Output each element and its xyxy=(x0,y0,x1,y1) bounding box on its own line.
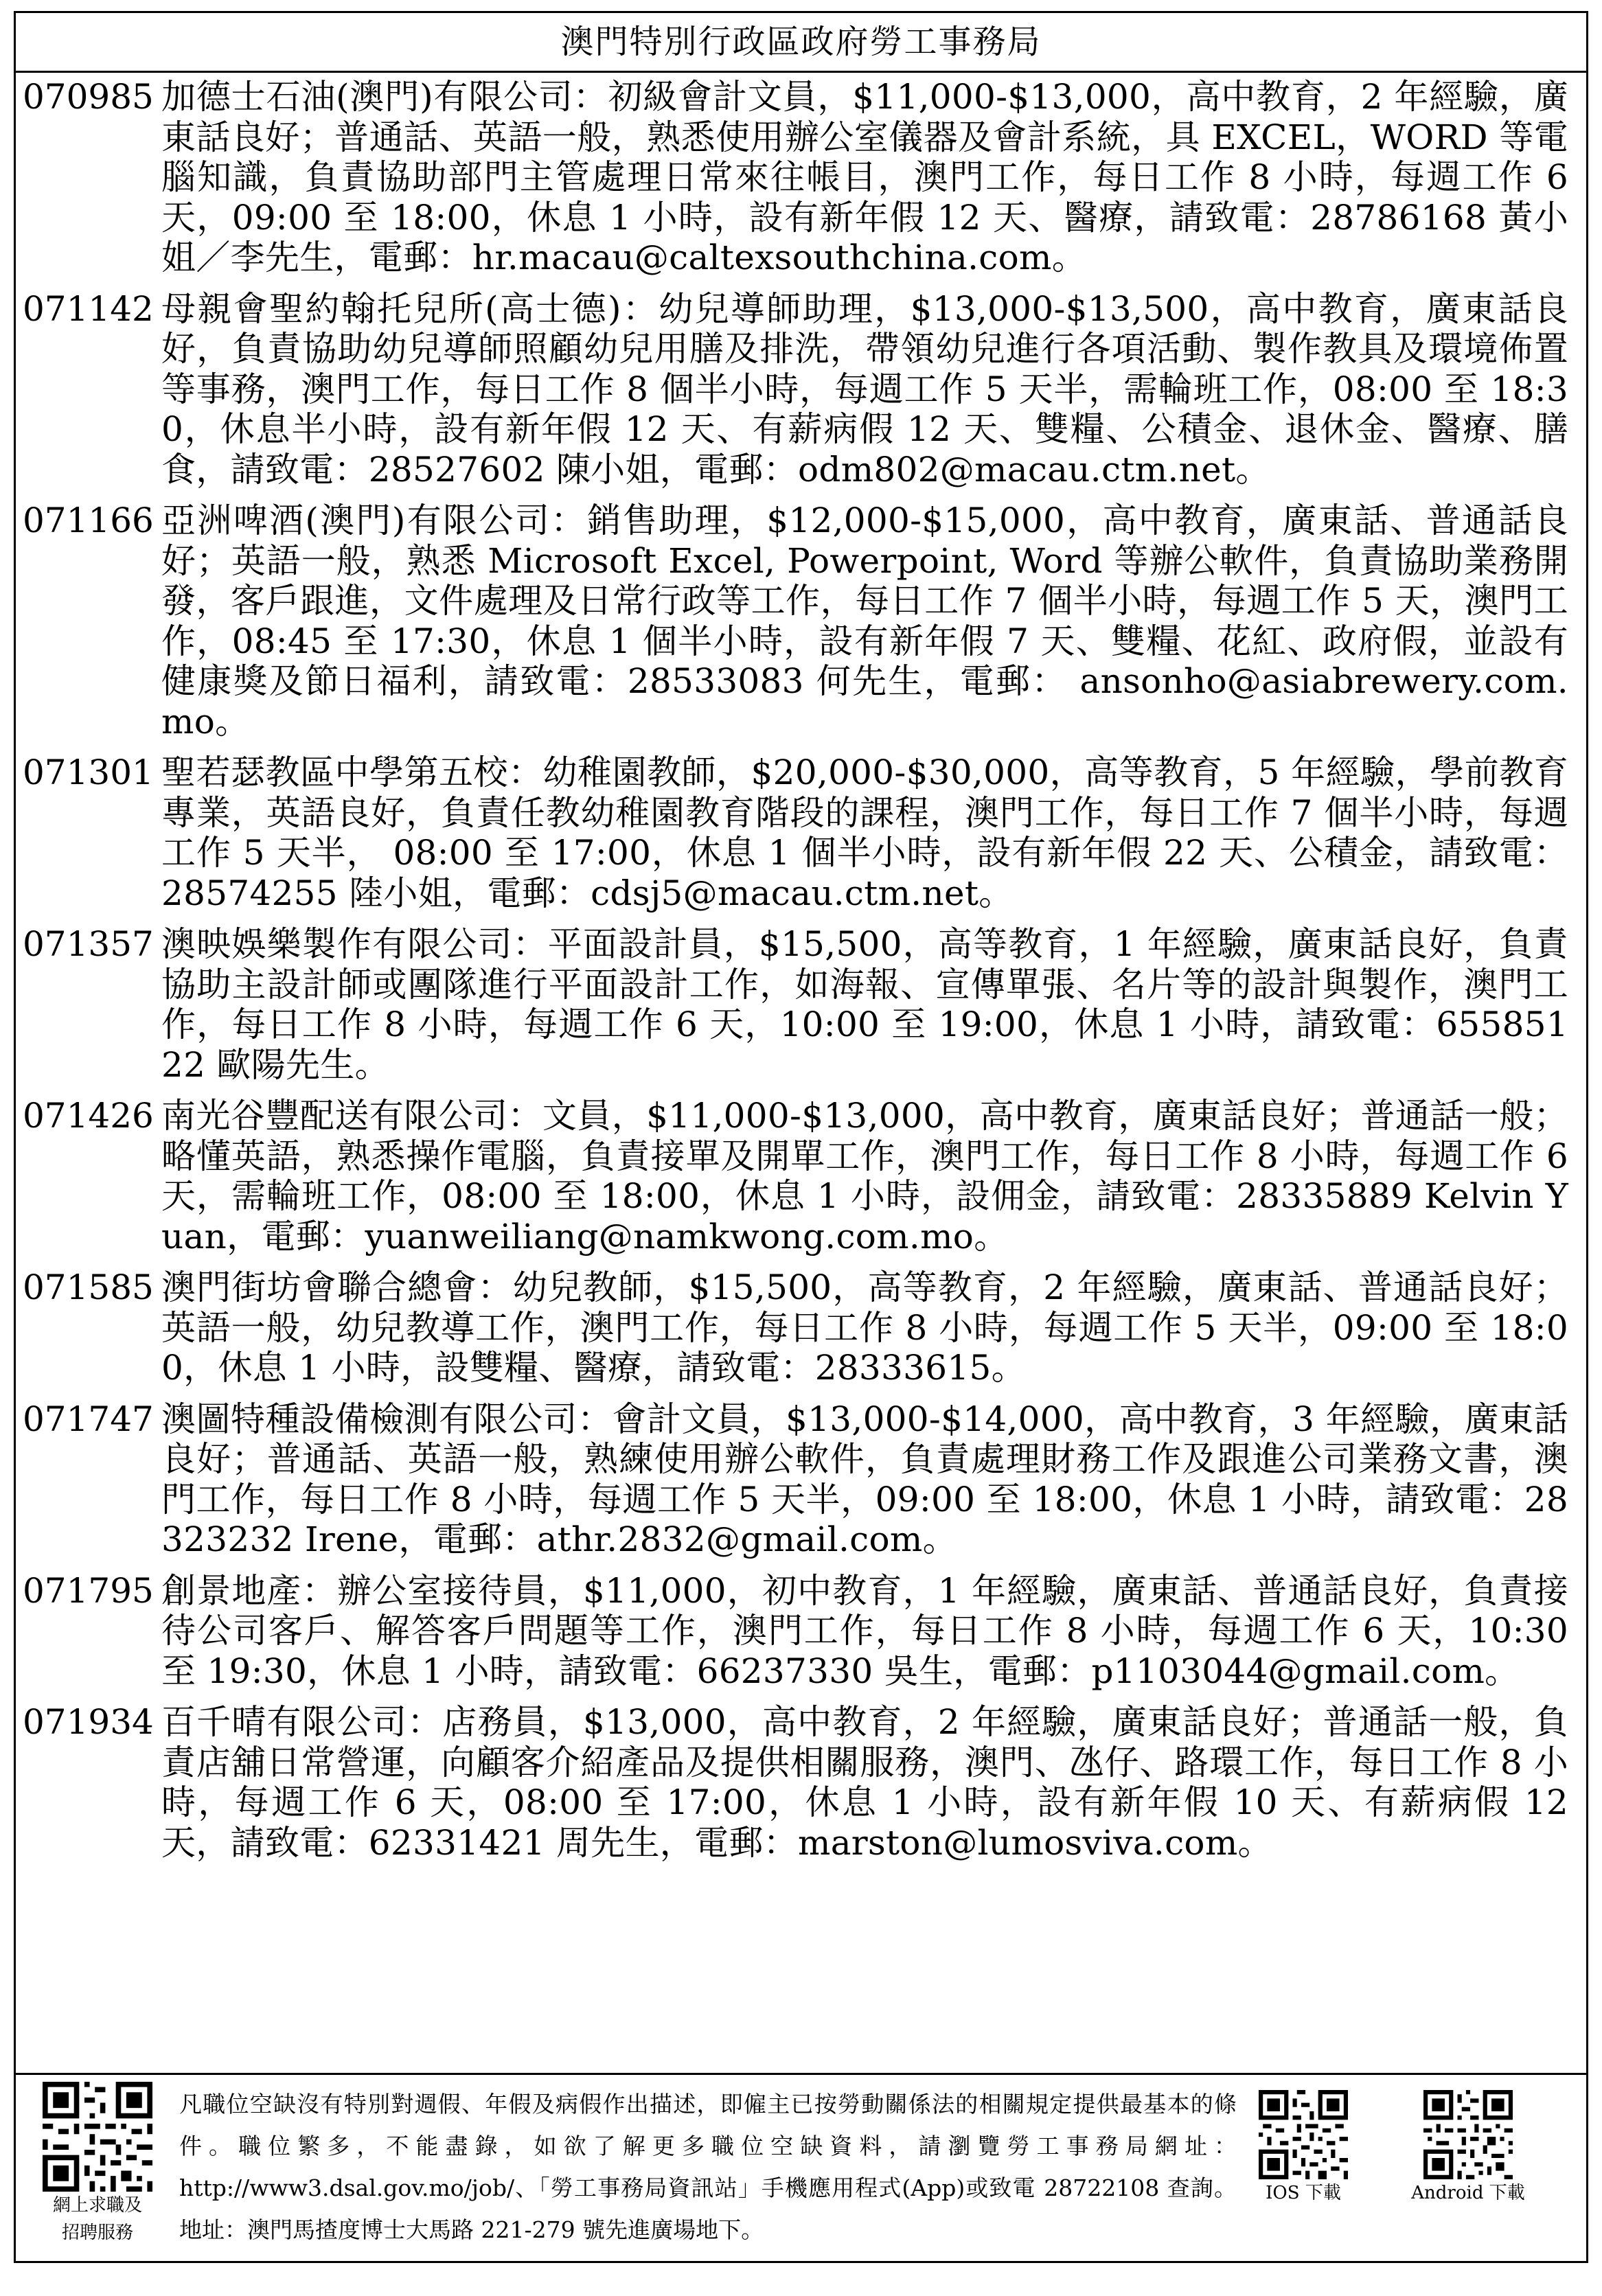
job-item xyxy=(16,1567,1586,1699)
job-description: 加德士石油(澳門)有限公司：初級會計文員，$11,000-$13,000，高中教育，2 年經驗，廣東話良好；普通話、英語一般，熟悉使用辦公室儀器及會計系統，具 EXCEL，WORD 等電腦知識，負責協助部門主管處理日常來往帳目，澳門工作，每日工作 8 小時，每週工作 6 天，09:00 至 18:00，休息 1 小時，設有新年假 12 天、醫療，請致電：28786168 黃小姐／李先生，電郵：hr.macau@caltexsouthchina.com。 xyxy=(161,77,1568,277)
job-item xyxy=(16,285,1586,497)
page-title: 澳門特別行政區政府勞工事務局 xyxy=(16,13,1586,73)
footer-note: 凡職位空缺沒有特別對週假、年假及病假作出描述，即僱主已按勞動關係法的相關規定提供最基本的條件。職位繁多，不能盡錄，如欲了解更多職位空缺資料，請瀏覽勞工事務局網址：http://www3.dsal.gov.mo/job/、「勞工事務局資訊站」手機應用程式(App)或致電 28722108 查詢。地址：澳門馬揸度博士大馬路 221-279 號先進廣場地下。 xyxy=(179,2091,1237,2243)
job-code: 070985 xyxy=(23,77,154,117)
job-code: 071795 xyxy=(23,1570,154,1611)
job-item xyxy=(16,1263,1586,1395)
job-code: 071934 xyxy=(23,1702,154,1742)
job-item xyxy=(16,496,1586,748)
job-description: 澳圖特種設備檢測有限公司：會計文員，$13,000-$14,000，高中教育，3 年經驗，廣東話良好；普通話、英語一般，熟練使用辦公軟件，負責處理財務工作及跟進公司業務文書，澳門工作，每日工作 8 小時，每週工作 5 天半，09:00 至 18:00，休息 1 小時，請致電：28323232 Irene，電郵：athr.2832@gmail.com。 xyxy=(161,1399,1568,1559)
qr-label: 網上求職及 xyxy=(52,2195,142,2216)
job-item xyxy=(16,920,1586,1092)
job-code: 071585 xyxy=(23,1267,154,1307)
job-item xyxy=(16,748,1586,920)
job-description: 澳映娛樂製作有限公司：平面設計員，$15,500，高等教育，1 年經驗，廣東話良好，負責協助主設計師或團隊進行平面設計工作，如海報、宣傳單張、名片等的設計與製作，澳門工作，每日工作 8 小時，每週工作 6 天，10:00 至 19:00，休息 1 小時，請致電：65585122 歐陽先生。 xyxy=(161,924,1568,1085)
job-portal-qr[interactable] xyxy=(25,2082,170,2247)
job-code: 071747 xyxy=(23,1399,154,1439)
job-item xyxy=(16,1698,1586,1870)
job-notice-page xyxy=(14,11,1588,2263)
job-code: 071166 xyxy=(23,501,154,540)
qr-code-icon xyxy=(1423,2090,1513,2179)
qr-code-icon xyxy=(1259,2090,1348,2179)
job-description: 聖若瑟教區中學第五校：幼稚園教師，$20,000-$30,000，高等教育，5 年經驗，學前教育專業，英語良好，負責任教幼稚園教育階段的課程，澳門工作，每日工作 7 個半小時，每週工作 5 天半， 08:00 至 17:00，休息 1 個半小時，設有新年假 22 天、公積金，請致電：28574255 陸小姐，電郵：cdsj5@macau.ctm.net。 xyxy=(161,753,1568,913)
footer xyxy=(16,2073,1586,2261)
job-code: 071142 xyxy=(23,288,154,329)
job-code: 071357 xyxy=(23,924,154,964)
job-code: 071301 xyxy=(23,753,154,792)
job-description: 母親會聖約翰托兒所(高士德)：幼兒導師助理，$13,000-$13,500，高中教育，廣東話良好，負責協助幼兒導師照顧幼兒用膳及排洗，帶領幼兒進行各項活動、製作教具及環境佈置等事務，澳門工作，每日工作 8 個半小時，每週工作 5 天半，需輪班工作，08:00 至 18:30，休息半小時，設有新年假 12 天、有薪病假 12 天、雙糧、公積金、退休金、醫療、膳食，請致電：28527602 陳小姐，電郵：odm802@macau.ctm.net。 xyxy=(161,288,1568,490)
job-code: 071426 xyxy=(23,1096,154,1136)
job-description: 創景地產：辦公室接待員，$11,000，初中教育，1 年經驗，廣東話、普通話良好，負責接待公司客戶、解答客戶問題等工作，澳門工作，每日工作 8 小時，每週工作 6 天，10:30 至 19:30，休息 1 小時，請致電：66237330 吳生，電郵：p1103044@gmail.com。 xyxy=(161,1570,1568,1691)
job-description: 澳門街坊會聯合總會：幼兒教師，$15,500，高等教育，2 年經驗，廣東話、普通話良好；英語一般，幼兒教導工作，澳門工作，每日工作 8 小時，每週工作 5 天半，09:00 至 18:00，休息 1 小時，設雙糧、醫療，請致電：28333615。 xyxy=(161,1267,1568,1388)
job-description: 亞洲啤酒(澳門)有限公司：銷售助理，$12,000-$15,000，高中教育，廣東話、普通話良好；英語一般，熟悉 Microsoft Excel, Powerpoint, Word 等辦公軟件，負責協助業務開發，客戶跟進，文件處理及日常行政等工作，每日工作 7 個半小時，每週工作 5 天，澳門工作，08:45 至 17:30，休息 1 個半小時，設有新年假 7 天、雙糧、花紅、政府假，並設有健康獎及節日福利，請致電：28533083 何先生，電郵： ansonho@asiabrewery.com.mo。 xyxy=(161,501,1568,742)
job-description: 百千晴有限公司：店務員，$13,000，高中教育，2 年經驗，廣東話良好；普通話一般，負責店舖日常營運，向顧客介紹產品及提供相關服務，澳門、氹仔、路環工作，每日工作 8 小時，每週工作 6 天，08:00 至 17:00，休息 1 小時，設有新年假 10 天、有薪病假 12 天，請致電：62331421 周先生，電郵：marston@lumosviva.com。 xyxy=(161,1702,1568,1863)
job-list xyxy=(16,73,1586,1870)
qr-code-icon xyxy=(43,2082,152,2192)
qr-label: Android 下載 xyxy=(1411,2183,1525,2203)
qr-label: IOS 下載 xyxy=(1266,2183,1341,2203)
job-item xyxy=(16,1092,1586,1263)
job-description: 南光谷豐配送有限公司：文員，$11,000-$13,000，高中教育，廣東話良好；普通話一般；略懂英語，熟悉操作電腦，負責接單及開單工作，澳門工作，每日工作 8 小時，每週工作 6 天，需輪班工作，08:00 至 18:00，休息 1 小時，設佣金，請致電：28335889 Kelvin Yuan，電郵：yuanweiliang@namkwong.com.mo。 xyxy=(161,1096,1568,1256)
ios-download-qr[interactable] xyxy=(1252,2090,1355,2207)
job-item xyxy=(16,1395,1586,1567)
android-download-qr[interactable] xyxy=(1403,2090,1533,2207)
qr-label: 招聘服務 xyxy=(61,2223,133,2243)
job-item xyxy=(16,73,1586,285)
